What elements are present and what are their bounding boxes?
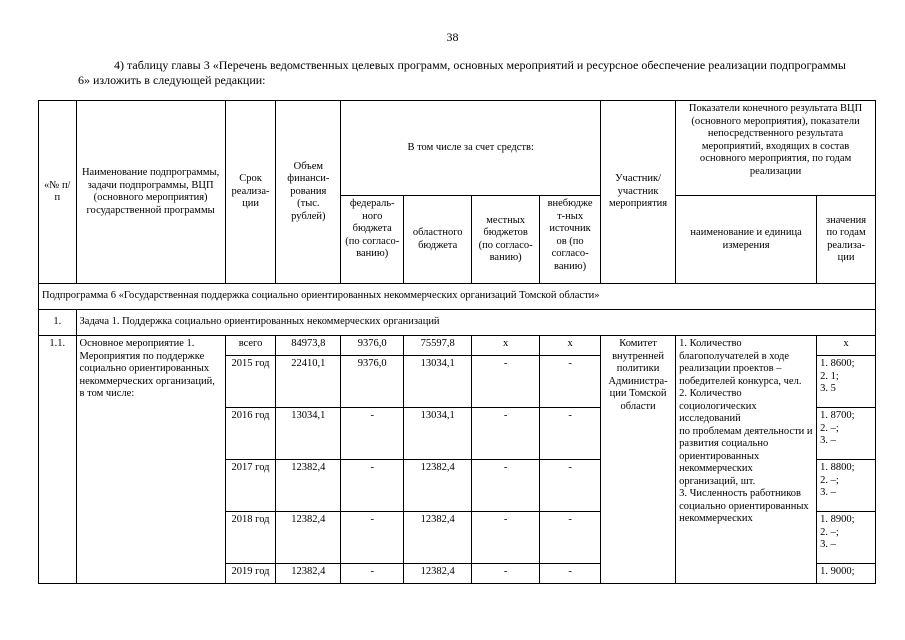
row-regional: 75597,8 xyxy=(404,336,472,356)
row-local: - xyxy=(472,512,540,564)
row-federal: - xyxy=(341,564,404,584)
activity-participant: Комитет внутренней политики Администра-ции Томской области xyxy=(601,336,676,584)
header-volume: Объем финанси-рования (тыс. рублей) xyxy=(276,101,341,284)
row-values: 1. 8600; 2. 1; 3. 5 xyxy=(817,356,876,408)
row-term: 2017 год xyxy=(225,460,276,512)
header-regional: областного бюджета xyxy=(404,196,472,284)
table-row xyxy=(39,336,876,356)
row-local: - xyxy=(472,408,540,460)
page-number: 38 xyxy=(446,30,459,44)
header-name: Наименование подпрограммы, задачи подпрограммы, ВЦП (основного мероприятия) государственной программы xyxy=(76,101,225,284)
row-volume: 12382,4 xyxy=(276,460,341,512)
row-values: 1. 8900; 2. –; 3. – xyxy=(817,512,876,564)
row-federal: 9376,0 xyxy=(341,336,404,356)
activity-number: 1.1. xyxy=(39,336,77,584)
header-term: Срок реализа-ции xyxy=(225,101,276,284)
row-term: 2018 год xyxy=(225,512,276,564)
row-regional: 12382,4 xyxy=(404,460,472,512)
row-extra: - xyxy=(540,408,601,460)
row-extra: - xyxy=(540,356,601,408)
row-local: - xyxy=(472,564,540,584)
row-extra: x xyxy=(540,336,601,356)
subprogram-title: Подпрограмма 6 «Государственная поддержка социально ориентированных некоммерческих организаций Томской области» xyxy=(39,284,876,310)
row-extra: - xyxy=(540,512,601,564)
row-values: 1. 8800; 2. –; 3. – xyxy=(817,460,876,512)
row-local: - xyxy=(472,356,540,408)
header-extra: внебюдже т-ных источник ов (по согласо-ванию) xyxy=(540,196,601,284)
row-extra: - xyxy=(540,564,601,584)
header-row-1 xyxy=(39,101,876,196)
header-num: «№ п/п xyxy=(39,101,77,284)
row-regional: 13034,1 xyxy=(404,356,472,408)
row-volume: 12382,4 xyxy=(276,512,341,564)
row-federal: 9376,0 xyxy=(341,356,404,408)
row-local: - xyxy=(472,460,540,512)
row-federal: - xyxy=(341,408,404,460)
row-federal: - xyxy=(341,460,404,512)
intro-paragraph: 4) таблицу главы 3 «Перечень ведомственных целевых программ, основных мероприятий и ресурсное обеспечение реализации подпрограммы 6» изложить в следующей редакции: xyxy=(78,58,846,87)
header-local: местных бюджетов (по согласо-ванию) xyxy=(472,196,540,284)
row-term: 2016 год xyxy=(225,408,276,460)
header-ind-name: наименование и единица измерения xyxy=(676,196,817,284)
activity-name: Основное мероприятие 1. Мероприятия по поддержке социально ориентированных некоммерческих организаций, в том числе: xyxy=(76,336,225,584)
subprogram-row xyxy=(39,284,876,310)
header-federal: федераль-ного бюджета (по согласо-ванию) xyxy=(341,196,404,284)
row-values: 1. 9000; xyxy=(817,564,876,584)
row-local: x xyxy=(472,336,540,356)
header-participant: Участник/ участник мероприятия xyxy=(601,101,676,284)
program-table xyxy=(38,100,876,584)
row-federal: - xyxy=(341,512,404,564)
header-indicators-group: Показатели конечного результата ВЦП (основного мероприятия), показатели непосредственного результата мероприятий, входящих в состав основного мероприятия, по годам реализации xyxy=(676,101,876,196)
row-regional: 13034,1 xyxy=(404,408,472,460)
header-ind-values: значения по годам реализа-ции xyxy=(817,196,876,284)
row-volume: 13034,1 xyxy=(276,408,341,460)
header-sources-group: В том числе за счет средств: xyxy=(341,101,601,196)
row-extra: - xyxy=(540,460,601,512)
row-regional: 12382,4 xyxy=(404,564,472,584)
row-values: 1. 8700; 2. –; 3. – xyxy=(817,408,876,460)
row-term: 2019 год xyxy=(225,564,276,584)
row-volume: 84973,8 xyxy=(276,336,341,356)
row-term: 2015 год xyxy=(225,356,276,408)
task-row xyxy=(39,310,876,336)
row-values: x xyxy=(817,336,876,356)
row-term: всего xyxy=(225,336,276,356)
task-title: Задача 1. Поддержка социально ориентированных некоммерческих организаций xyxy=(76,310,875,336)
activity-indicators: 1. Количество благополучателей в ходе реализации проектов – победителей конкурса, чел. 2. Количество социологических исследований по проблемам деятельности и развития социально ориентированных некоммерческих организаций, шт. 3. Численность работников социально ориентированных некоммерческих xyxy=(676,336,817,584)
task-number: 1. xyxy=(39,310,77,336)
row-volume: 22410,1 xyxy=(276,356,341,408)
row-regional: 12382,4 xyxy=(404,512,472,564)
row-volume: 12382,4 xyxy=(276,564,341,584)
